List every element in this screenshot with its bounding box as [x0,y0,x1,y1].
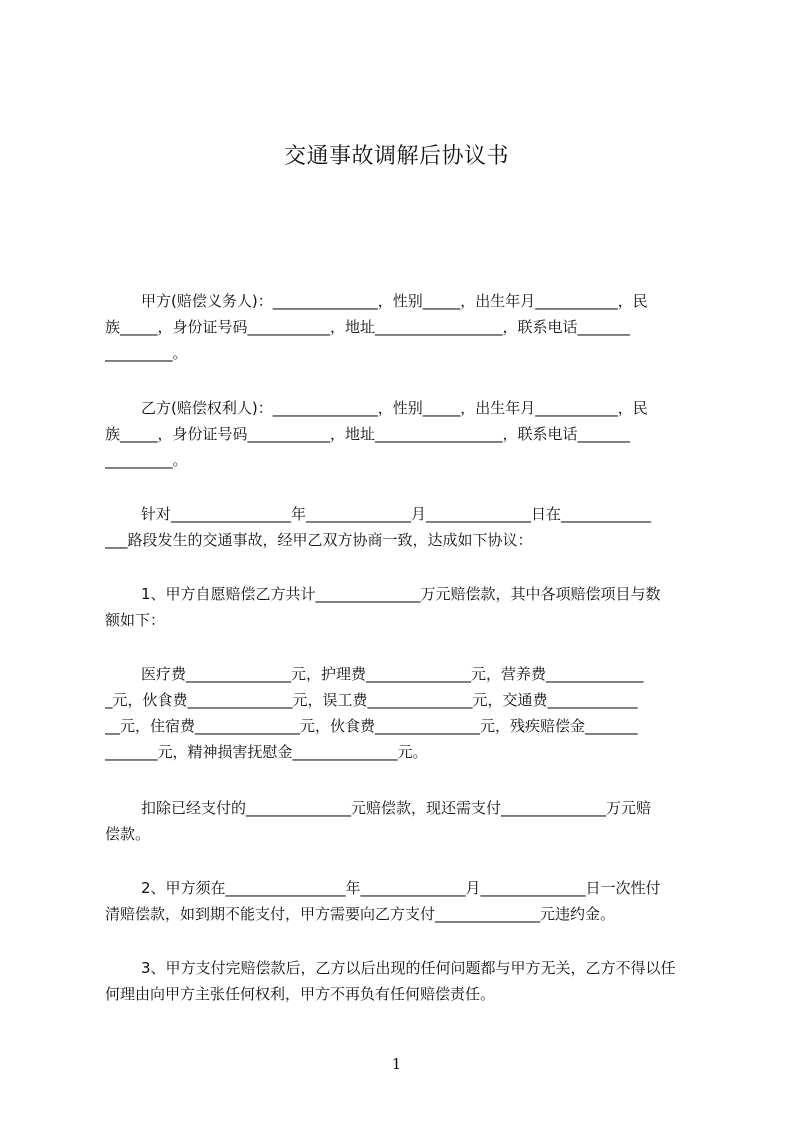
clause-1-paragraph [105,581,701,633]
party-a-line-2: 族_____，身份证号码___________，地址_________________，联系电话_______ [105,318,631,336]
clause-2-line-1: 2、甲方须在________________年______________月______________日一次性付 [141,879,661,897]
party-b-line-3: _________。 [105,451,188,469]
items-line-3: __元，住宿费______________元，伙食费______________元，残疾赔偿金_______ [105,717,638,735]
deduction-line-2: 偿款。 [105,825,151,843]
deduction-line-1: 扣除已经支付的______________元赔偿款，现还需支付______________万元赔 [141,799,652,817]
clause-2-line-2: 清赔偿款，如到期不能支付，甲方需要向乙方支付______________元违约金。 [105,905,616,923]
page-number: 1 [391,1055,402,1073]
document-title: 交通事故调解后协议书 [283,144,509,169]
party-b-paragraph [105,395,701,473]
party-a-line-3: _________。 [105,344,188,362]
party-a-paragraph [105,288,701,366]
compensation-items-paragraph [105,661,701,765]
clause-3-line-2: 何理由向甲方主张任何权利，甲方不再负有任何赔偿责任。 [105,985,496,1003]
accident-line-2: ___路段发生的交通事故，经甲乙双方协商一致，达成如下协议： [105,531,533,549]
party-a-line-1: 甲方(赔偿义务人)：______________，性别_____，出生年月___________，民 [141,292,648,310]
items-line-4: _______元，精神损害抚慰金______________元。 [105,743,428,761]
clause-1-line-2: 额如下： [105,611,166,629]
party-b-line-1: 乙方(赔偿权利人)：______________，性别_____，出生年月___________，民 [141,399,648,417]
clause-3-paragraph [105,955,701,1007]
clause-3-line-1: 3、甲方支付完赔偿款后，乙方以后出现的任何问题都与甲方无关，乙方不得以任 [141,959,676,977]
deduction-paragraph [105,795,701,847]
clause-1-line-1: 1、甲方自愿赔偿乙方共计______________万元赔偿款，其中各项赔偿项目与数 [141,585,661,603]
items-line-2: _元，伙食费______________元，误工费______________元，交通费____________ [105,691,638,709]
accident-paragraph [105,501,701,553]
accident-line-1: 针对________________年______________月______________日在____________ [141,505,652,523]
clause-2-paragraph [105,875,701,927]
items-line-1: 医疗费______________元，护理费______________元，营养费_____________ [141,665,644,683]
party-b-line-2: 族_____，身份证号码___________，地址_________________，联系电话_______ [105,425,631,443]
